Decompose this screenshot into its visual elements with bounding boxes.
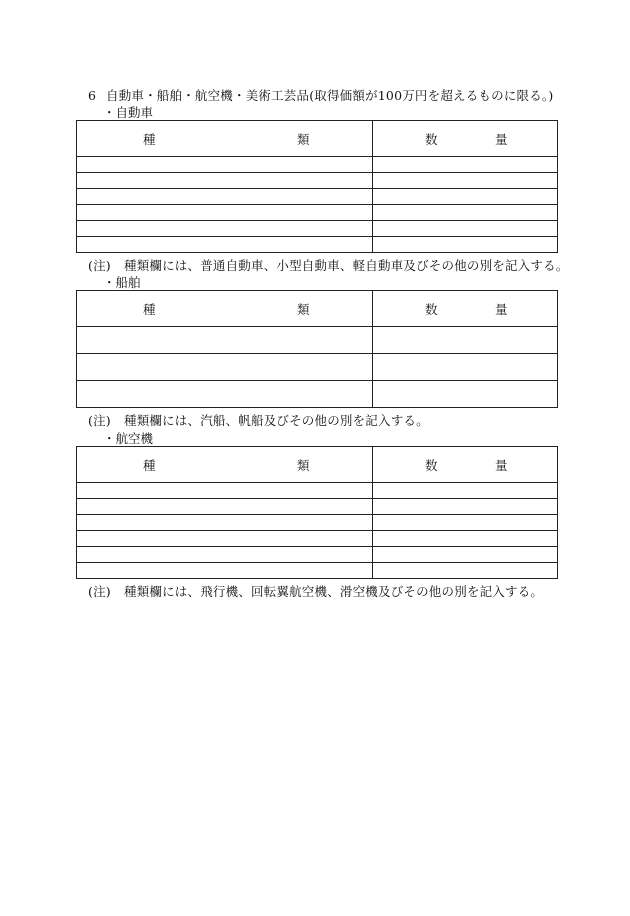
note-car <box>88 256 569 274</box>
quantity-cell[interactable] <box>373 173 558 189</box>
note-text: 種類欄には、飛行機、回転翼航空機、滑空機及びその他の別を記入する。 <box>124 584 544 599</box>
kind-cell[interactable] <box>77 189 373 205</box>
table-row <box>77 221 558 237</box>
kind-column-header <box>77 447 373 483</box>
kind-header-char-2: 類 <box>297 131 310 147</box>
quantity-header-char-1: 数 <box>425 301 438 317</box>
quantity-cell[interactable] <box>373 531 558 547</box>
note-text: 種類欄には、汽船、帆船及びその他の別を記入する。 <box>124 413 429 428</box>
kind-cell[interactable] <box>77 381 373 408</box>
section-number: 6 <box>88 88 97 103</box>
quantity-cell[interactable] <box>373 327 558 354</box>
table-row <box>77 499 558 515</box>
quantity-column-header <box>373 447 558 483</box>
table-row <box>77 563 558 579</box>
aircraft-table <box>76 446 558 579</box>
kind-cell[interactable] <box>77 563 373 579</box>
table-row <box>77 381 558 408</box>
kind-cell[interactable] <box>77 547 373 563</box>
quantity-cell[interactable] <box>373 381 558 408</box>
kind-cell[interactable] <box>77 237 373 253</box>
table-header-row <box>77 447 558 483</box>
quantity-cell[interactable] <box>373 221 558 237</box>
kind-header-char-1: 種 <box>143 457 156 473</box>
kind-cell[interactable] <box>77 354 373 381</box>
quantity-cell[interactable] <box>373 547 558 563</box>
quantity-cell[interactable] <box>373 515 558 531</box>
section-heading <box>88 86 553 104</box>
quantity-cell[interactable] <box>373 563 558 579</box>
quantity-column-header <box>373 291 558 327</box>
quantity-column-header <box>373 121 558 157</box>
kind-cell[interactable] <box>77 221 373 237</box>
table-row <box>77 547 558 563</box>
quantity-cell[interactable] <box>373 157 558 173</box>
table-row <box>77 327 558 354</box>
kind-cell[interactable] <box>77 515 373 531</box>
note-text: 種類欄には、普通自動車、小型自動車、軽自動車及びその他の別を記入する。 <box>124 258 569 273</box>
kind-cell[interactable] <box>77 327 373 354</box>
kind-cell[interactable] <box>77 173 373 189</box>
kind-header-char-1: 種 <box>143 131 156 147</box>
car-table <box>76 120 558 253</box>
subsection-title-ship: ・船舶 <box>103 275 141 290</box>
kind-cell[interactable] <box>77 157 373 173</box>
quantity-header-char-2: 量 <box>495 131 508 147</box>
quantity-header-char-2: 量 <box>495 301 508 317</box>
section-title: 自動車・船舶・航空機・美術工芸品(取得価額が100万円を超えるものに限る。) <box>106 88 554 103</box>
table-row <box>77 483 558 499</box>
kind-cell[interactable] <box>77 483 373 499</box>
table-row <box>77 189 558 205</box>
kind-column-header <box>77 121 373 157</box>
quantity-header-char-1: 数 <box>425 131 438 147</box>
note-mark: (注) <box>88 413 111 428</box>
table-header-row <box>77 121 558 157</box>
note-aircraft <box>88 582 543 600</box>
quantity-cell[interactable] <box>373 499 558 515</box>
table-row <box>77 173 558 189</box>
note-mark: (注) <box>88 258 111 273</box>
quantity-cell[interactable] <box>373 205 558 221</box>
subsection-title-car: ・自動車 <box>103 105 154 120</box>
ship-table <box>76 290 558 408</box>
note-mark: (注) <box>88 584 111 599</box>
table-header-row <box>77 291 558 327</box>
quantity-header-char-2: 量 <box>495 457 508 473</box>
quantity-cell[interactable] <box>373 483 558 499</box>
subsection-title-aircraft: ・航空機 <box>103 431 154 446</box>
table-row <box>77 157 558 173</box>
kind-cell[interactable] <box>77 531 373 547</box>
kind-column-header <box>77 291 373 327</box>
table-row <box>77 205 558 221</box>
quantity-cell[interactable] <box>373 237 558 253</box>
table-row <box>77 531 558 547</box>
kind-cell[interactable] <box>77 499 373 515</box>
quantity-cell[interactable] <box>373 354 558 381</box>
quantity-header-char-1: 数 <box>425 457 438 473</box>
kind-header-char-1: 種 <box>143 301 156 317</box>
kind-cell[interactable] <box>77 205 373 221</box>
note-ship <box>88 411 429 429</box>
table-row <box>77 237 558 253</box>
table-row <box>77 354 558 381</box>
kind-header-char-2: 類 <box>297 301 310 317</box>
quantity-cell[interactable] <box>373 189 558 205</box>
kind-header-char-2: 類 <box>297 457 310 473</box>
table-row <box>77 515 558 531</box>
